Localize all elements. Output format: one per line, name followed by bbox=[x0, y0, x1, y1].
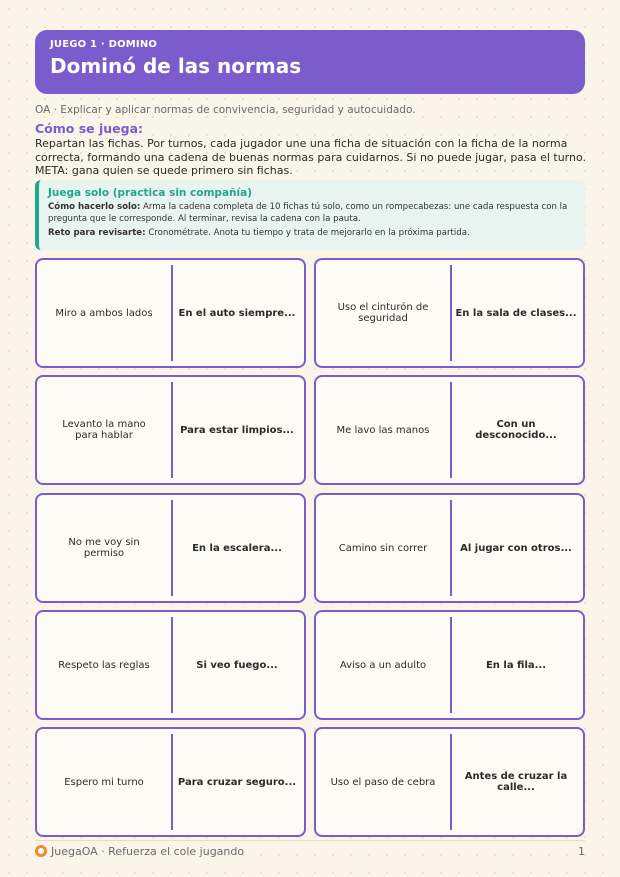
game-kicker: JUEGO 1 · DOMINO bbox=[50, 39, 158, 50]
tile-norm: Para cruzar seguro... bbox=[177, 776, 297, 788]
tile-situation: Respeto las reglas bbox=[58, 659, 150, 671]
tile-norm: En la escalera... bbox=[192, 542, 282, 554]
solo-how-label: Cómo hacerlo solo: bbox=[48, 202, 141, 212]
tile-norm: Para estar limpios... bbox=[180, 424, 294, 436]
tile-situation: Miro a ambos lados bbox=[55, 307, 153, 319]
solo-challenge-text: Cronométrate. Anota tu tiempo y trata de mejorarlo en la próxima partida. bbox=[148, 228, 470, 238]
domino-tile[interactable] bbox=[314, 493, 585, 603]
page-footer bbox=[35, 843, 585, 859]
tile-norm: Antes de cruzar la calle... bbox=[464, 771, 568, 793]
domino-tile[interactable] bbox=[314, 610, 585, 720]
tile-situation: Uso el cinturón de seguridad bbox=[337, 302, 429, 324]
solo-play-box bbox=[35, 180, 585, 250]
tile-norm: En la sala de clases... bbox=[455, 307, 577, 319]
domino-tile[interactable] bbox=[35, 493, 306, 603]
solo-how-text: Arma la cadena completa de 10 fichas tú solo, como un rompecabezas: une cada respuesta con la pregunta que le corresponde. Al terminar, revisa la cadena con la pauta. bbox=[48, 202, 568, 224]
learning-objective: OA · Explicar y aplicar normas de convivencia, seguridad y autocuidado. bbox=[35, 104, 416, 116]
how-to-play-heading: Cómo se juega: bbox=[35, 121, 144, 136]
tile-norm: Con un desconocido... bbox=[475, 419, 557, 441]
tile-situation: Uso el paso de cebra bbox=[330, 776, 436, 788]
tile-situation: Camino sin correr bbox=[338, 542, 428, 554]
page-number: 1 bbox=[578, 844, 585, 858]
domino-tile[interactable] bbox=[35, 258, 306, 368]
tile-situation: Espero mi turno bbox=[64, 776, 144, 788]
domino-tile[interactable] bbox=[35, 375, 306, 485]
tile-norm: Si veo fuego... bbox=[196, 659, 278, 671]
solo-play-title: Juega solo (practica sin compañía) bbox=[48, 187, 252, 199]
domino-tile[interactable] bbox=[35, 610, 306, 720]
tile-norm: Al jugar con otros... bbox=[460, 542, 572, 554]
domino-tile[interactable] bbox=[314, 375, 585, 485]
solo-how-paragraph bbox=[48, 202, 575, 225]
domino-tile[interactable] bbox=[314, 258, 585, 368]
page-title: Dominó de las normas bbox=[50, 54, 302, 78]
solo-challenge-paragraph bbox=[48, 228, 575, 240]
how-to-play-text: Repartan las fichas. Por turnos, cada jugador une una ficha de situación con la ficha de la norma correcta, formando una cadena de buenas normas para cuidarnos. Si no puede jugar, pasa el turno. META: gana quien se quede primero sin fichas. bbox=[35, 137, 587, 177]
game-header bbox=[35, 30, 585, 94]
brand-logo-icon bbox=[35, 845, 47, 857]
footer-divider bbox=[35, 840, 585, 841]
tile-situation: Levanto la mano para hablar bbox=[62, 419, 146, 441]
tile-norm: En la fila... bbox=[485, 659, 547, 671]
domino-tile[interactable] bbox=[35, 727, 306, 837]
tile-situation: No me voy sin permiso bbox=[68, 537, 140, 559]
tile-situation: Aviso a un adulto bbox=[339, 659, 427, 671]
footer-brand: JuegaOA · Refuerza el cole jugando bbox=[51, 844, 245, 858]
tile-situation: Me lavo las manos bbox=[336, 424, 430, 436]
tile-norm: En el auto siempre... bbox=[178, 307, 296, 319]
domino-tile[interactable] bbox=[314, 727, 585, 837]
solo-challenge-label: Reto para revisarte: bbox=[48, 228, 146, 238]
